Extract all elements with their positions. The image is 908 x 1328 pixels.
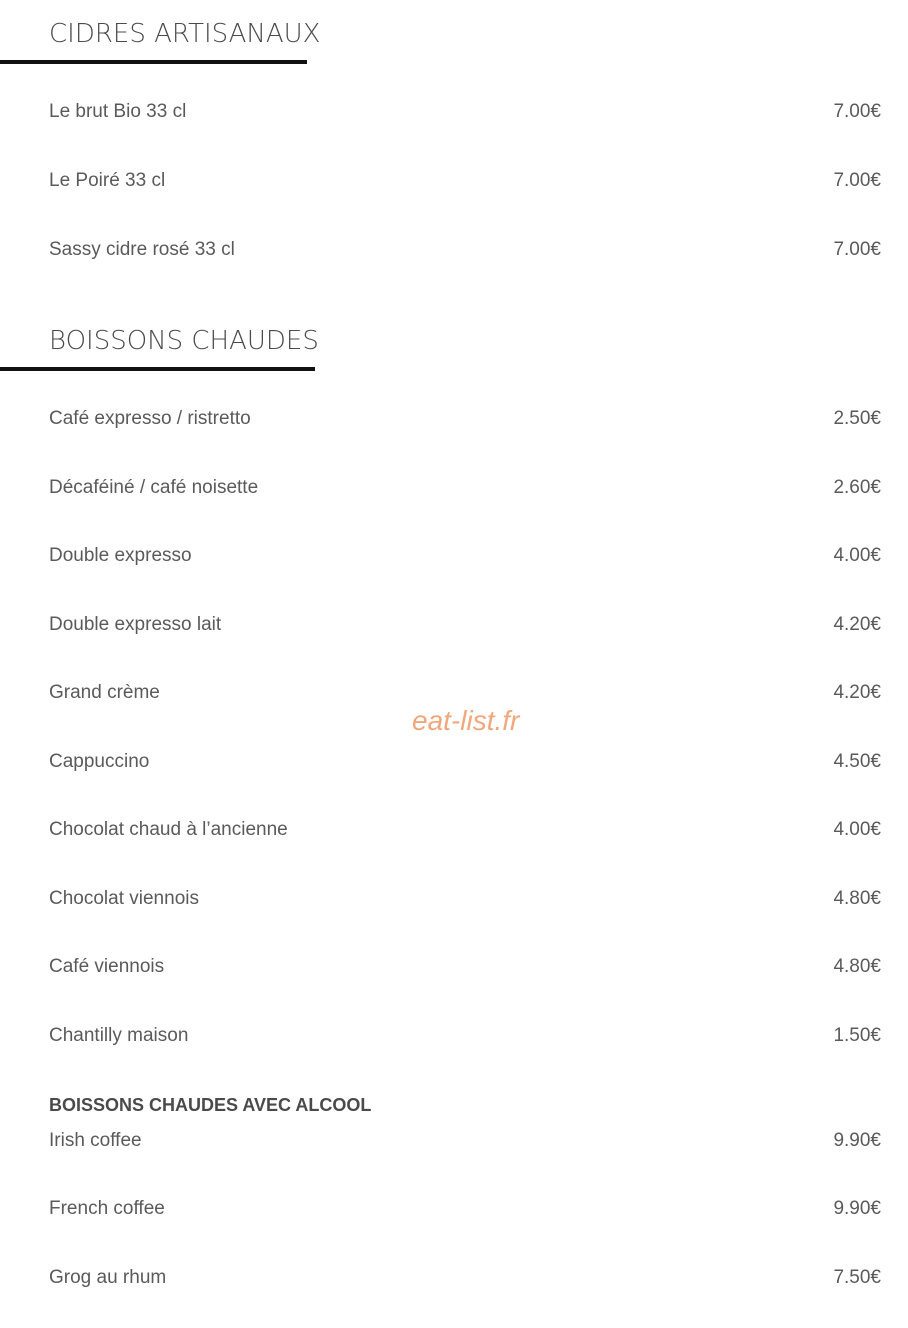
watermark: eat-list.fr <box>412 705 520 736</box>
section-title-boissons-chaudes: BOISSONS CHAUDES <box>49 326 319 356</box>
menu-item <box>49 953 881 981</box>
menu-item-name: Double expresso lait <box>49 614 222 635</box>
menu-item <box>49 611 881 639</box>
menu-item <box>49 816 881 844</box>
menu-item-name: Sassy cidre rosé 33 cl <box>49 239 235 260</box>
menu-item-name: Cappuccino <box>49 751 150 772</box>
menu-item-name: Le brut Bio 33 cl <box>49 101 187 122</box>
menu-item <box>49 885 881 913</box>
menu-item-name: Chantilly maison <box>49 1025 189 1046</box>
menu-item-price: 7.50€ <box>833 1267 881 1288</box>
menu-item-price: 4.00€ <box>833 545 881 566</box>
menu-item-price: 4.00€ <box>833 819 881 840</box>
menu-item-price: 9.90€ <box>833 1130 881 1151</box>
menu-item-price: 7.00€ <box>833 239 881 260</box>
menu-item-name: Grog au rhum <box>49 1267 167 1288</box>
menu-item <box>49 748 881 776</box>
menu-item-price: 4.20€ <box>833 682 881 703</box>
menu-item-name: Chocolat viennois <box>49 888 199 909</box>
section-title-cidres: CIDRES ARTISANAUX <box>49 19 321 49</box>
section-title-underline <box>0 367 315 371</box>
subheading-boissons-alcool: BOISSONS CHAUDES AVEC ALCOOL <box>49 1095 372 1115</box>
menu-item-price: 2.50€ <box>833 408 881 429</box>
menu-item-name: Grand crème <box>49 682 160 703</box>
menu-item <box>49 1264 881 1292</box>
menu-item-name: French coffee <box>49 1198 165 1219</box>
menu-item-price: 4.80€ <box>833 956 881 977</box>
menu-item-price: 7.00€ <box>833 101 881 122</box>
menu-item-name: Café viennois <box>49 956 165 977</box>
menu-item-price: 4.80€ <box>833 888 881 909</box>
menu-item <box>49 679 881 707</box>
menu-item-name: Le Poiré 33 cl <box>49 170 166 191</box>
menu-item <box>49 542 881 570</box>
menu-item <box>49 474 881 502</box>
menu-item-price: 4.20€ <box>833 614 881 635</box>
menu-item-name: Chocolat chaud à l’ancienne <box>49 819 288 840</box>
menu-item-price: 1.50€ <box>833 1025 881 1046</box>
menu-item-name: Décaféiné / café noisette <box>49 477 259 498</box>
menu-item-name: Café expresso / ristretto <box>49 408 251 429</box>
menu-item <box>49 405 881 433</box>
section-title-underline <box>0 60 307 64</box>
menu-item-price: 9.90€ <box>833 1198 881 1219</box>
menu-item-price: 4.50€ <box>833 751 881 772</box>
menu-item <box>49 1195 881 1223</box>
menu-item <box>49 236 881 264</box>
menu-item <box>49 1127 881 1155</box>
menu-item <box>49 98 881 126</box>
menu-item-price: 7.00€ <box>833 170 881 191</box>
menu-item-name: Double expresso <box>49 545 192 566</box>
menu-item <box>49 1022 881 1050</box>
menu-item-price: 2.60€ <box>833 477 881 498</box>
menu-item-name: Irish coffee <box>49 1130 142 1151</box>
menu-item <box>49 167 881 195</box>
